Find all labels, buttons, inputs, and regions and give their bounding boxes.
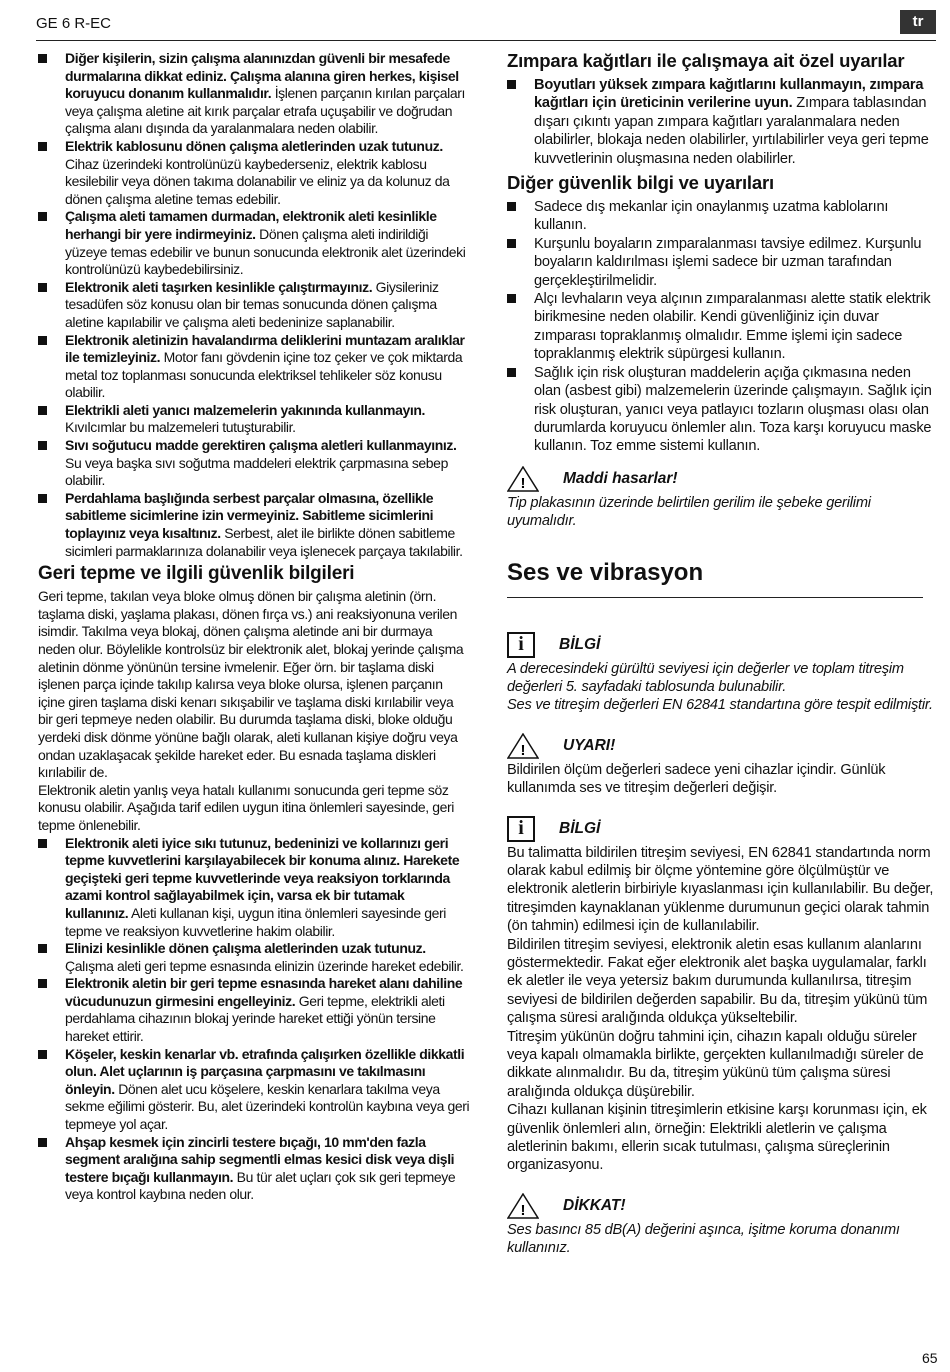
bullet-text: Dönen alet ucu köşelere, keskin kenarlara takılma veya sekme eğilimi gösterir. Bu, alet üzerindeki kontrolün kaybına veya geri tepmeye yol açar. xyxy=(65,1080,470,1133)
bullet-text: Giysileriniz tesadüfen söz konusu olan bir temas sonucunda dönen çalışma aletine kapılabilir ve çalışma aleti bedeninize saplanabilir. xyxy=(65,278,439,330)
kickback-bullet-list xyxy=(38,835,470,1204)
bullet-bold-text: Elektronik aletin bir geri tepme esnasında hareket alanı dahiline vücudunuzun girmesini engelleyiniz. xyxy=(65,975,463,1009)
bullet-icon xyxy=(38,839,47,848)
bullet-bold-text: Elinizi kesinlikle dönen çalışma aletlerinden uzak tutunuz. xyxy=(65,940,426,957)
other-safety-list xyxy=(507,198,939,456)
bullet-icon xyxy=(38,406,47,415)
bullet-bold-text: Köşeler, keskin kenarlar vb. etrafında çalışırken özellikle dikkatli olun. Alet uçlarının iş parçasına çarpmasını ve takılmasını önleyin. xyxy=(65,1045,465,1097)
kickback-heading: Geri tepme ve ilgili güvenlik bilgileri xyxy=(38,563,355,585)
bullet-text: İşlenen parçanın kırılan parçaları veya çalışma aletine ait kırık parçalar etrafa uçuşabilir ve doğrudan çalışma alanı dışında da yaralanmalara neden olabilir. xyxy=(65,85,465,137)
bullet-text: Geri tepme, elektrikli aleti perdahlama cihazının blokaj yerinde hareket ettiği yönün tersine hareket ettirir. xyxy=(65,992,445,1045)
warning-note xyxy=(507,733,939,759)
damage-text: Tip plakasının üzerinde belirtilen gerilim ile şebeke gerilimi uyumalıdır. xyxy=(507,494,871,530)
header-divider xyxy=(36,40,936,41)
bullet-item xyxy=(38,490,470,560)
bullet-item xyxy=(38,975,470,1045)
bullet-item xyxy=(38,208,470,278)
left-column xyxy=(38,50,470,1204)
bullet-bold-text: Elektronik aleti iyice sıkı tutunuz, bedeninizi ve kollarınızı geri tepme kuvvetlerini karşılayabilecek bir konuma alınız. Harekete geçişteki geri tepme kuvvetlerinde veya reaksiyon torklarında azami kontrol sağlayabilmek için, varsa ek bir tutamak kullanınız. xyxy=(65,834,460,921)
bullet-bold-text: Elektrikli aleti yanıcı malzemelerin yakınında kullanmayın. xyxy=(65,401,426,418)
page-header xyxy=(0,0,950,40)
bullet-icon xyxy=(507,294,516,303)
caution-label: DİKKAT! xyxy=(563,1196,626,1214)
info-icon: i xyxy=(507,816,535,842)
bullet-bold-text: Perdahlama başlığında serbest parçalar olmasına, özellikle sabitleme sicimlerine izin vermeyiniz. Sabitleme sicimlerini toplayınız veya kısaltınız. xyxy=(65,489,434,542)
heading-underline xyxy=(507,597,923,598)
bullet-icon xyxy=(507,80,516,89)
bullet-icon xyxy=(507,202,516,211)
bullet-bold-text: Elektrik kablosunu dönen çalışma aletlerinden uzak tutunuz. xyxy=(65,137,443,154)
warning-label: UYARI! xyxy=(563,736,616,754)
bullet-item xyxy=(38,437,470,490)
safety-bullet-list xyxy=(38,50,470,560)
bullet-text: Alçı levhaların veya alçının zımparalanması alette statik elektrik birikmesine neden olabilir. Kendi güvenliğiniz için duvar zımparası topraklanmış olmalıdır. Emme işlemi için sadece topraklanmış elektrik süpürgesi kullanın. xyxy=(534,291,931,363)
bullet-text: Çalışma aleti geri tepme esnasında elinizin üzerinde hareket edebilir. xyxy=(65,957,464,974)
bullet-icon xyxy=(507,239,516,248)
bullet-text: Zımpara tablasından dışarı çıkıntı yapan zımpara kağıtları yaralanmalara neden olabilirler, blokaja neden olabilirler, yırtılabilirler veya geri tepme kuvvetlerinin oluşmasına neden olabilirler. xyxy=(534,95,929,167)
bullet-item xyxy=(507,235,939,290)
bullet-item xyxy=(38,138,470,208)
bullet-text: Kurşunlu boyaların zımparalanması tavsiye edilmez. Kurşunlu boyaların kaldırılması işlemi sadece bir uzman tarafından gerçekleştirilmelidir. xyxy=(534,235,922,289)
info-icon: i xyxy=(507,632,535,658)
warning-text: Bildirilen ölçüm değerleri sadece yeni cihazlar içindir. Günlük kullanımda ses ve titreşim değerleri değişir. xyxy=(507,761,886,797)
bullet-text: Cihaz üzerindeki kontrolünüzü kaybederseniz, elektrik kablosu kesilebilir veya dönen takıma dolanabilir ve eliniz ya da kolunuz da dönen çalışma aletine temas edebilir. xyxy=(65,155,450,207)
kickback-paragraph-2: Elektronik aletin yanlış veya hatalı kullanımı sonucunda geri tepme söz konusu olabilir. Aşağıda tarif edilen uygun itina önlemleri sayesinde, geri tepme önlenebilir. xyxy=(38,781,454,833)
bullet-bold-text: Elektronik aleti taşırken kesinlikle çalıştırmayınız. xyxy=(65,278,373,295)
info-label: BİLGİ xyxy=(559,819,601,837)
bullet-icon xyxy=(38,441,47,450)
vibration-paragraph: Bu talimatta bildirilen titreşim seviyesi, EN 62841 standartında norm olarak kabul edilmiş bir ölçme yöntemine göre ölçülmüştür ve elektronik aletlerin birbiriyle kıyaslanması için kullanılabilir. Bu değer, titreşimden kaynaklanan yüklenme durumunun geçici olarak tahmin (ön tahmin) edilmesi için de kullanılabilir. xyxy=(507,844,934,935)
bullet-item xyxy=(38,1046,470,1134)
sanding-heading: Zımpara kağıtları ile çalışmaya ait özel uyarılar xyxy=(507,50,905,71)
bullet-item xyxy=(38,835,470,941)
caution-text: Ses basıncı 85 dB(A) değerini aşınca, işitme koruma donanımı kullanınız. xyxy=(507,1221,900,1257)
other-safety-heading: Diğer güvenlik bilgi ve uyarıları xyxy=(507,172,774,194)
right-column xyxy=(507,50,939,1258)
bullet-text: Sadece dış mekanlar için onaylanmış uzatma kablolarını kullanın. xyxy=(534,199,889,234)
bullet-item xyxy=(38,279,470,332)
bullet-icon xyxy=(38,494,47,503)
info-label: BİLGİ xyxy=(559,635,601,653)
model-name: GE 6 R-EC xyxy=(36,15,112,32)
bullet-text: Su veya başka sıvı soğutma maddeleri elektrik çarpmasına sebep olabilir. xyxy=(65,454,448,489)
vibration-paragraph: Bildirilen titreşim seviyesi, elektronik aletin esas kullanım alanlarını göstermektedir. Fakat eğer elektronik alet başka uygulamalar, farklı ek aletler ile veya yetersiz bakım durumunda kullanılırsa, titreşim seviyesi de bildirilen değerden sapabilir. Bu da, titreşim yükünü tüm çalışma süresi aralığında oldukça yükseltebilir. xyxy=(507,936,928,1027)
vibration-paragraph: Cihazı kullanan kişinin titreşimlerin etkisine karşı korunması için, ek güvenlik önlemleri alın, örneğin: Elektrikli aletlerin ve çalışma aletlerinin bakımı, ellerin sıcak tutulması, çalışma süreçlerinin organizasyonu. xyxy=(507,1102,927,1174)
bullet-text: Dönen çalışma aleti indirildiği yüzeye temas edebilir ve bunun sonucunda elektronik alet üzerindeki kontrolünüzü kaybedebilirsiniz. xyxy=(65,225,466,278)
bullet-item xyxy=(507,290,939,364)
bullet-text: Bu tür alet uçları çok sık geri tepmeye veya kontrol kaybına neden olur. xyxy=(65,1168,456,1203)
bullet-text: Serbest, alet ile birlikte dönen sabitleme sicimleri parmaklarınıza dolanabilir veya işlenecek parçaya takılabilir. xyxy=(65,525,463,559)
bullet-item xyxy=(507,198,939,235)
bullet-bold-text: Çalışma aleti tamamen durmadan, elektronik aleti kesinlikle herhangi bir yere indirmeyiniz. xyxy=(65,208,437,242)
damage-note xyxy=(507,466,939,492)
svg-text:!: ! xyxy=(520,1201,526,1219)
bullet-item xyxy=(38,940,470,975)
bullet-item xyxy=(38,1134,470,1204)
sound-vibration-heading: Ses ve vibrasyon xyxy=(507,558,704,586)
vibration-paragraph: Titreşim yükünün doğru tahmini için, cihazın kapalı olduğu süreler veya kapalı olmamakla birlikte, gerçekten kullanılmadığı süreler de dikkate alınmalıdır. Bu da, titreşim yükünü tüm çalışma süresi aralığında oldukça düşürebilir. xyxy=(507,1028,924,1100)
info1-text: A derecesindeki gürültü seviyesi için değerler ve toplam titreşim değerleri 5. sayfadaki tablosunda bulunabilir. xyxy=(507,660,904,695)
page-number: 65 xyxy=(922,1350,938,1366)
info-note-1 xyxy=(507,632,939,658)
bullet-text: Sağlık için risk oluşturan maddelerin açığa çıkmasına neden olan (asbest gibi) malzemelerin üzerinde çalışmayın. Sağlık için risk oluşturan, yanıcı veya patlayıcı tozların oluşması olası olan durumlarda koruyucu önlemler alın. Toza karşı koruyucu maske kullanın. Toz emme sistemi kullanın. xyxy=(534,364,932,455)
bullet-icon xyxy=(507,368,516,377)
language-badge: tr xyxy=(900,10,936,34)
bullet-icon xyxy=(38,54,47,63)
warning-triangle-icon xyxy=(507,1193,539,1219)
bullet-bold-text: Elektronik aletinizin havalandırma deliklerini muntazam aralıklar ile temizleyiniz. xyxy=(65,331,465,366)
bullet-icon xyxy=(38,212,47,221)
bullet-icon xyxy=(38,283,47,292)
bullet-bold-text: Boyutları yüksek zımpara kağıtlarını kullanmayın, zımpara kağıtları için üreticinin verilerine uyun. xyxy=(534,77,924,112)
info1-text-2: Ses ve titreşim değerleri EN 62841 standartına göre tespit edilmiştir. xyxy=(507,697,933,714)
bullet-item xyxy=(507,364,939,456)
damage-label: Maddi hasarlar! xyxy=(563,469,678,487)
bullet-item xyxy=(38,50,470,138)
bullet-bold-text: Sıvı soğutucu madde gerektiren çalışma aletleri kullanmayınız. xyxy=(65,437,457,454)
bullet-item xyxy=(38,402,470,437)
bullet-icon xyxy=(38,1138,47,1147)
bullet-icon xyxy=(38,336,47,345)
bullet-item xyxy=(38,332,470,402)
bullet-icon xyxy=(38,979,47,988)
bullet-icon xyxy=(38,1050,47,1059)
bullet-icon xyxy=(38,944,47,953)
info-note-2 xyxy=(507,816,939,842)
bullet-bold-text: Diğer kişilerin, sizin çalışma alanınızdan güvenli bir mesafede durmalarına dikkat ediniz. Çalışma alanına giren herkes, kişisel koruyucu donanım kullanmalıdır. xyxy=(65,50,459,102)
bullet-text: Motor fanı gövdenin içine toz çeker ve çok miktarda metal toz toplanması sonucunda elektriksel tehlikeler söz konusu olabilir. xyxy=(65,349,463,401)
svg-text:!: ! xyxy=(520,741,526,759)
kickback-paragraph: Geri tepme, takılan veya bloke olmuş dönen bir çalışma aletinin (örn. taşlama diski, yaşlama plakası, dönen fırça vs.) ani reaksiyonuna verilen isimdir. Takılma veya blokaj, dönen çalışma aletinde ani bir durmaya neden olur. Böylelikle kontrolsüz bir elektronik alet, blokaj yerinde çalışma aletinin dönme yönünün tersine ivmelenir. Eğer örn. bir taşlama diski işlenen parça içinde takılıp kalırsa veya bloke olursa, işlenen parçanın içine giren taşlama diski kenarı sıkışabilir ve taşlama diski kırılabilir veya bir geri tepmeye neden olabilir. Bu durumda taşlama diski, bloke olduğu yerdeki disk dönme yönüne bağlı olarak, aleti kullanan kişiye doğru veya ondan uzaklaşacak şekilde hareket eder. Bu esnada taşlama diskleri kırılabilir de. xyxy=(38,588,464,781)
svg-text:!: ! xyxy=(520,474,526,492)
bullet-icon xyxy=(38,142,47,151)
bullet-bold-text: Ahşap kesmek için zincirli testere bıçağı, 10 mm'den fazla segment aralığına sahip segmentli elmas kesici disk veya dişli testere bıçağı kullanmayın. xyxy=(65,1133,455,1185)
bullet-text: Aleti kullanan kişi, uygun itina önlemleri sayesinde geri tepme ve reaksiyon kuvvetlerine hakim olabilir. xyxy=(65,904,446,939)
warning-triangle-icon xyxy=(507,466,539,492)
warning-triangle-icon xyxy=(507,733,539,759)
caution-note xyxy=(507,1193,939,1219)
bullet-text: Kıvılcımlar bu malzemeleri tutuşturabilir. xyxy=(65,419,296,436)
sanding-bullet xyxy=(507,76,939,168)
